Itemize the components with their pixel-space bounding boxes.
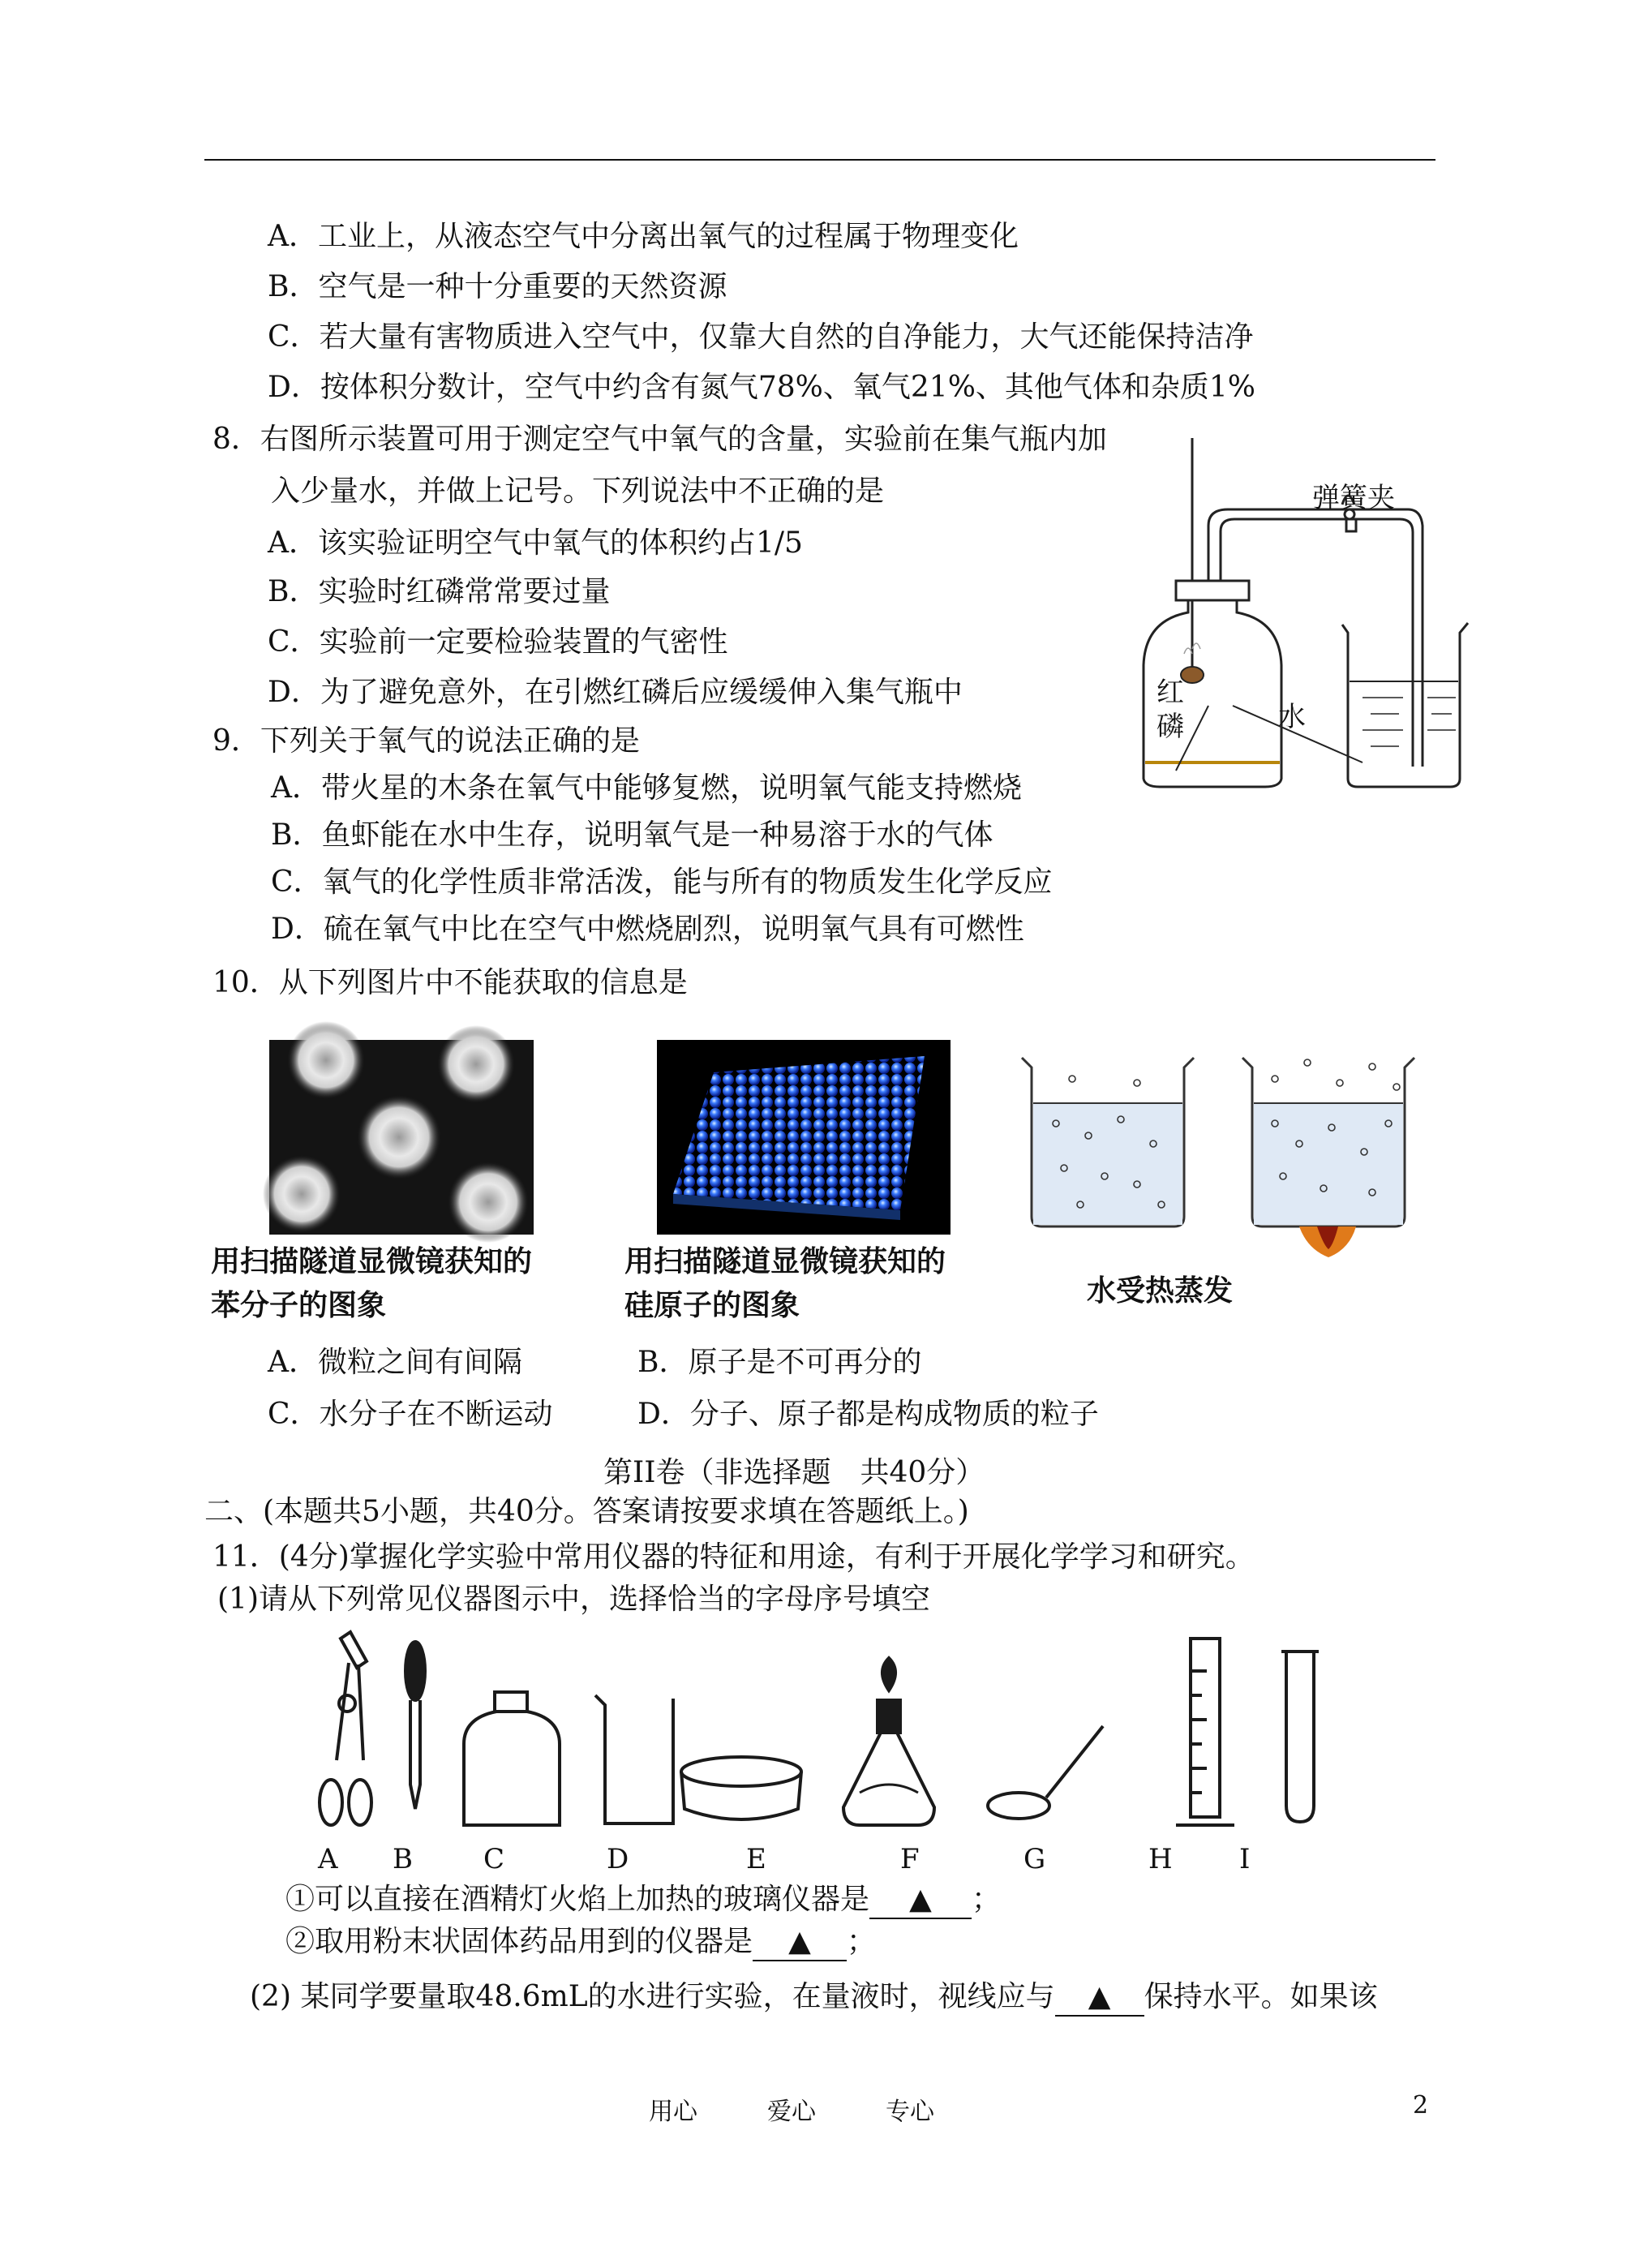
silicon-caption-line2: 硅原子的图象	[624, 1289, 800, 1322]
q8-stem-line1: 8．右图所示装置可用于测定空气中氧气的含量，实验前在集气瓶内加	[212, 423, 1107, 456]
lab-instruments-figure	[292, 1622, 1395, 1841]
q11-item2	[285, 1924, 876, 1961]
benzene-caption-line2: 苯分子的图象	[211, 1289, 387, 1322]
q11-sub2-end: 保持水平。如果该	[1144, 1980, 1378, 2013]
q11-item1-text: ①可以直接在酒精灯火焰上加热的玻璃仪器是	[285, 1883, 870, 1916]
part2-title: 第II卷（非选择题 共40分）	[603, 1456, 985, 1489]
water-label: 水	[1278, 701, 1306, 733]
q11-sub2-text: (2) 某同学要量取48.6mL的水进行实验，在量液时，视线应与	[250, 1980, 1055, 2013]
instrument-letter-i: I	[1239, 1843, 1251, 1875]
q9-option-b: B．鱼虾能在水中生存，说明氧气是一种易溶于水的气体	[271, 818, 993, 852]
q8-option-d: D．为了避免意外，在引燃红磷后应缓缓伸入集气瓶中	[268, 676, 963, 709]
q8-stem-line2: 入少量水，并做上记号。下列说法中不正确的是	[271, 475, 885, 508]
q8-option-a: A．该实验证明空气中氧气的体积约占1/5	[268, 526, 803, 560]
footer-word-2: 爱心	[767, 2098, 816, 2126]
spring-clamp-label: 弹簧夹	[1312, 482, 1395, 514]
instrument-letter-h: H	[1148, 1843, 1173, 1875]
q11-sub2	[250, 1979, 1378, 2017]
q8-option-c: C．实验前一定要检验装置的气密性	[268, 625, 728, 659]
instrument-letter-b: B	[393, 1843, 413, 1875]
red-phosphorus-label-2: 磷	[1157, 711, 1184, 743]
water-caption: 水受热蒸发	[1087, 1274, 1234, 1308]
q9-option-c: C．氧气的化学性质非常活泼，能与所有的物质发生化学反应	[271, 866, 1053, 899]
instrument-letter-f: F	[900, 1843, 920, 1875]
q7-option-a: A．工业上，从液态空气中分离出氧气的过程属于物理变化	[268, 220, 1019, 253]
q10-stem: 10．从下列图片中不能获取的信息是	[212, 966, 688, 999]
q7-option-c: C．若大量有害物质进入空气中，仅靠大自然的自净能力，大气还能保持洁净	[268, 320, 1254, 354]
q11-sub2-blank[interactable]: ▲	[1055, 1979, 1144, 2017]
silicon-caption-line1: 用扫描隧道显微镜获知的	[624, 1245, 946, 1278]
instrument-letter-a: A	[318, 1843, 338, 1875]
q11-item1-end: ；	[972, 1883, 1002, 1916]
instrument-letter-c: C	[483, 1843, 505, 1875]
q9-option-d: D．硫在氧气中比在空气中燃烧剧烈，说明氧气具有可燃性	[271, 913, 1024, 946]
q7-option-b: B．空气是一种十分重要的天然资源	[268, 270, 727, 303]
q11-item1-blank[interactable]: ▲	[869, 1882, 972, 1919]
footer-word-3: 专心	[886, 2098, 934, 2126]
q11-item1	[285, 1882, 1001, 1919]
q11-item2-end: ；	[847, 1925, 877, 1958]
part2-section: 二、(本题共5小题，共40分。答案请按要求填在答题纸上。)	[204, 1495, 969, 1528]
red-phosphorus-label-1: 红	[1157, 677, 1184, 709]
benzene-stm-image	[269, 1040, 534, 1235]
benzene-caption-line1: 用扫描隧道显微镜获知的	[211, 1245, 533, 1278]
q11-stem: 11．(4分)掌握化学实验中常用仪器的特征和用途，有利于开展化学学习和研究。	[212, 1540, 1255, 1574]
footer-word-1: 用心	[649, 2098, 697, 2126]
oxygen-apparatus-figure	[1127, 430, 1476, 803]
q11-sub1: (1)请从下列常见仪器图示中，选择恰当的字母序号填空	[217, 1583, 930, 1616]
q10-option-b: B．原子是不可再分的	[637, 1346, 922, 1379]
q10-option-d: D．分子、原子都是构成物质的粒子	[637, 1398, 1099, 1431]
q9-stem: 9．下列关于氧气的说法正确的是	[212, 724, 640, 758]
q7-option-d: D．按体积分数计，空气中约含有氮气78%、氧气21%、其他气体和杂质1%	[268, 371, 1256, 404]
instrument-letter-e: E	[746, 1843, 766, 1875]
water-evaporation-figure	[1015, 1046, 1421, 1241]
q11-item2-text: ②取用粉末状固体药品用到的仪器是	[285, 1925, 753, 1958]
q10-option-a: A．微粒之间有间隔	[268, 1346, 522, 1379]
header-rule	[204, 159, 1435, 161]
q11-item2-blank[interactable]: ▲	[753, 1924, 847, 1961]
q8-option-b: B．实验时红磷常常要过量	[268, 575, 611, 608]
instrument-letter-g: G	[1023, 1843, 1046, 1875]
silicon-stm-image	[657, 1040, 951, 1235]
q9-option-a: A．带火星的木条在氧气中能够复燃，说明氧气能支持燃烧	[271, 771, 1022, 805]
instrument-letter-d: D	[607, 1843, 629, 1875]
page-number: 2	[1413, 2091, 1429, 2120]
q10-option-c: C．水分子在不断运动	[268, 1398, 553, 1431]
